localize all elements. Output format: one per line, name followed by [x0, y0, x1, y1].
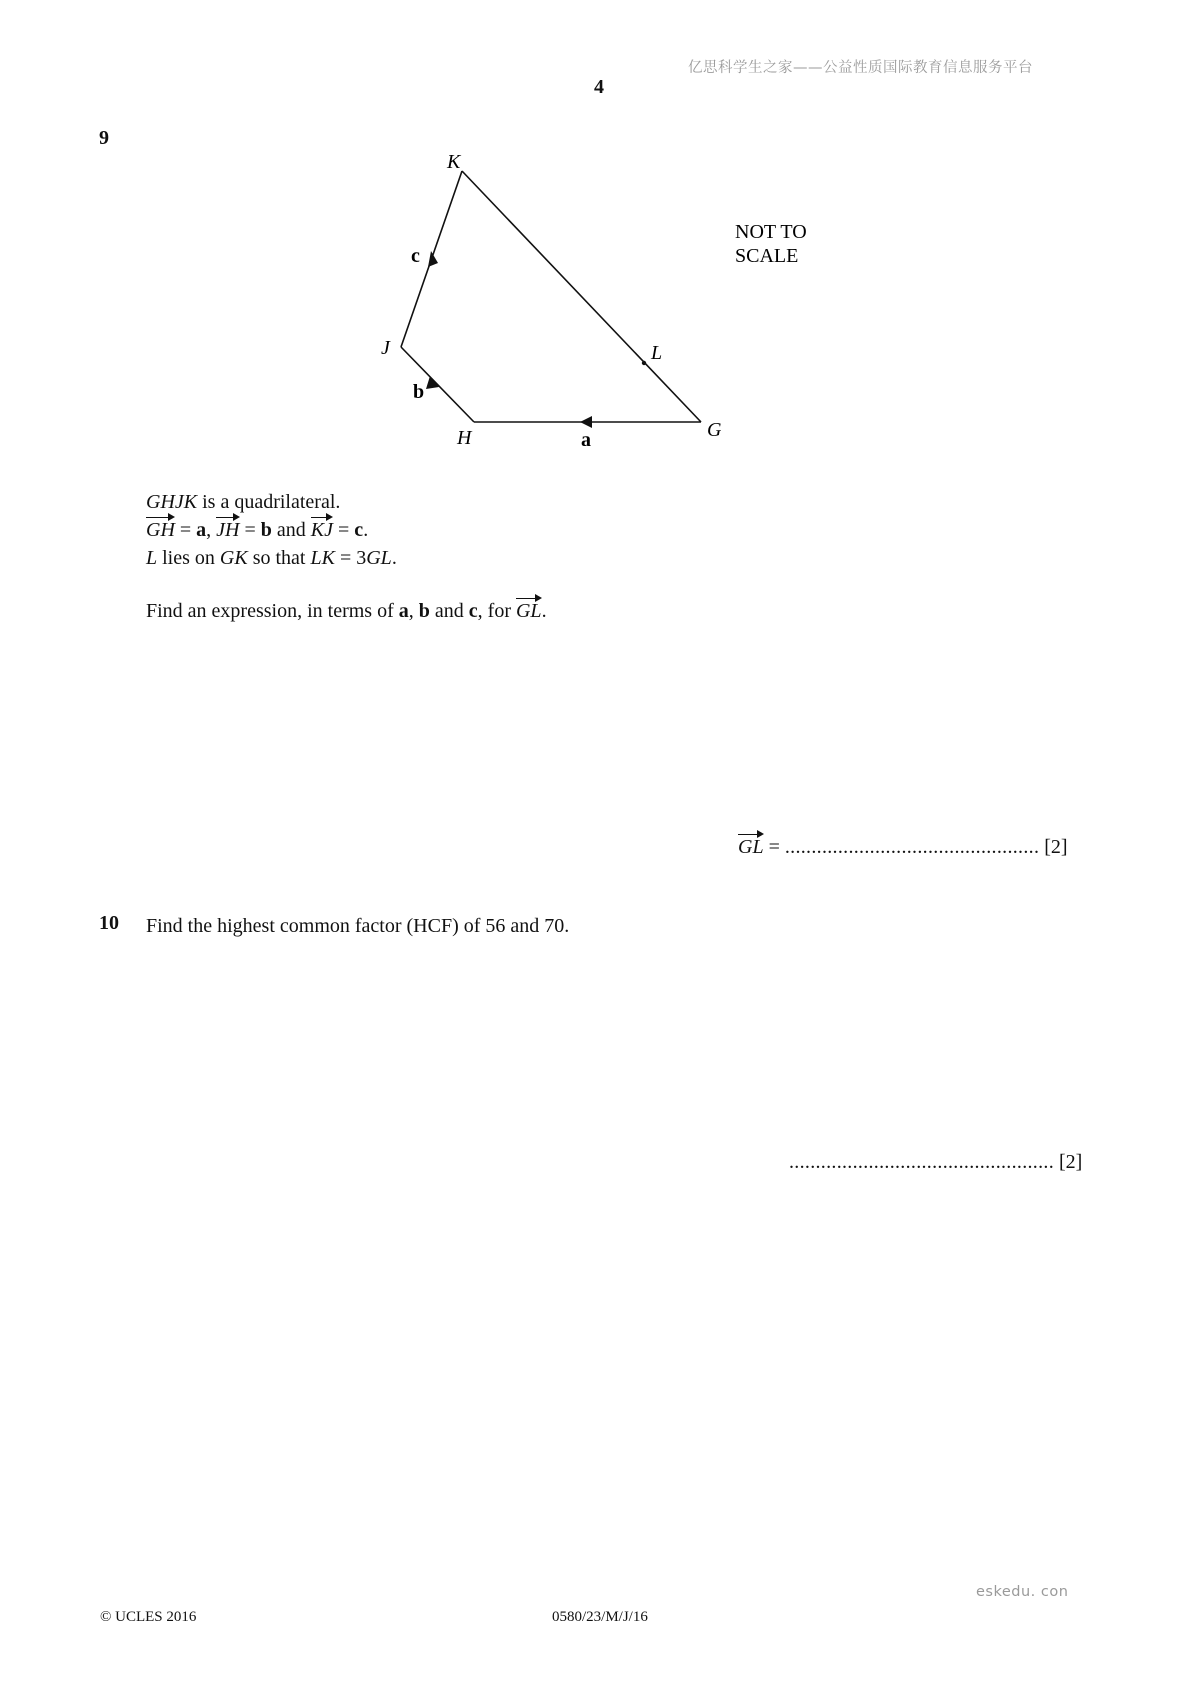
edge-GK [462, 171, 701, 422]
question-10-number: 10 [99, 912, 119, 934]
arrow-b-icon [426, 376, 439, 389]
quadrilateral-diagram [0, 0, 1191, 460]
watermark-footer: eskedu. con [976, 1584, 1069, 1600]
question-10-answer-line [789, 1148, 1082, 1176]
question-9-statement [146, 488, 397, 572]
question-9-prompt: Find an expression, in terms of a, b and c, for GL. [146, 597, 547, 625]
vertex-label-G: G [707, 419, 722, 441]
vertex-label-H: H [457, 427, 472, 449]
statement-line-1: GHJK is a quadrilateral. [146, 491, 341, 513]
question-9-marks: [2] [1044, 836, 1068, 858]
arrow-a-icon [580, 416, 592, 428]
paper-code-footer: 0580/23/M/J/16 [552, 1609, 648, 1625]
point-label-L: L [651, 342, 663, 364]
question-10-marks: [2] [1059, 1151, 1083, 1173]
page-number: 4 [594, 76, 604, 98]
statement-line-2: GH = a, JH = b and KJ = c. [146, 516, 397, 544]
statement-line-3: L lies on GK so that LK = 3GL. [146, 547, 397, 569]
watermark-header: 亿思科学生之家——公益性质国际教育信息服务平台 [688, 60, 1033, 76]
not-to-scale-line2: SCALE [735, 245, 799, 267]
not-to-scale-line1: NOT TO [735, 221, 807, 243]
answer-9-blank[interactable]: ................................................ [784, 836, 1040, 858]
question-10-text: Find the highest common factor (HCF) of 56 and 70. [146, 915, 570, 937]
point-L [642, 361, 646, 365]
question-9-number: 9 [99, 127, 109, 149]
vector-label-c: c [411, 245, 420, 267]
copyright-footer: © UCLES 2016 [100, 1609, 197, 1625]
vertex-label-K: K [447, 151, 461, 173]
vector-label-b: b [413, 381, 425, 403]
vertex-label-J: J [381, 337, 390, 359]
edge-JH [401, 347, 474, 422]
vector-label-a: a [581, 429, 591, 451]
question-9-answer-line: GL = ................................................ [2] [738, 833, 1068, 861]
answer-10-blank[interactable]: .................................................. [789, 1151, 1054, 1173]
